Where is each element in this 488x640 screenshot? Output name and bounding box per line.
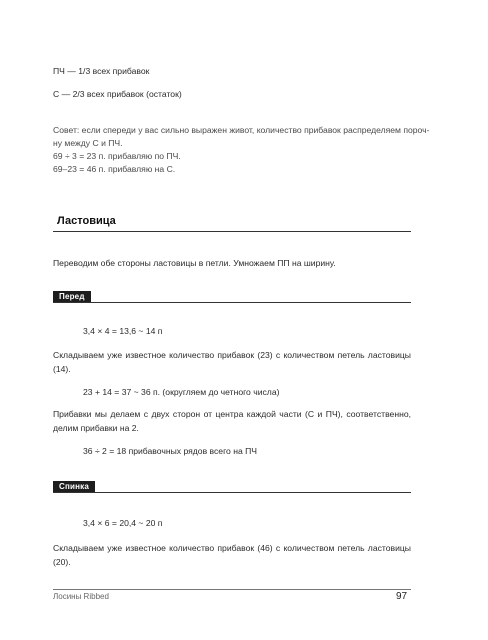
front-paragraph-2: Прибавки мы делаем с двух сторон от центра каждой части (С и ПЧ), соответственно, делим прибавки на 2. — [53, 409, 411, 433]
back-divider — [53, 492, 411, 493]
front-formula-1: 3,4 × 4 = 13,6 ~ 14 п — [83, 326, 163, 336]
footer-title: Лосины Ribbed — [53, 592, 109, 601]
tip-line-1: Совет: если спереди у вас сильно выражен живот, количество прибавок распределяем пороч- — [53, 125, 430, 135]
tip-line-2: ну между С и ПЧ. — [53, 138, 123, 148]
tip-line-3: 69 ÷ 3 = 23 п. прибавляю по ПЧ. — [53, 151, 181, 161]
pch-line: ПЧ — 1/3 всех прибавок — [53, 66, 150, 76]
front-tag: Перед — [53, 291, 91, 302]
page-number: 97 — [396, 591, 408, 602]
front-formula-3: 36 ÷ 2 = 18 прибавочных рядов всего на ПЧ — [83, 446, 258, 456]
s-line: С — 2/3 всех прибавок (остаток) — [53, 89, 182, 99]
back-paragraph-1: Складываем уже известное количество прибавок (46) с количеством петель ластовицы (20). — [53, 543, 411, 567]
back-tag: Спинка — [53, 481, 95, 492]
tip-line-4: 69–23 = 46 п. прибавляю на С. — [53, 164, 176, 174]
back-formula-1: 3,4 × 6 = 20,4 ~ 20 п — [83, 518, 163, 528]
section-title: Ластовица — [57, 215, 116, 227]
section-divider — [53, 231, 411, 232]
section-intro: Переводим обе стороны ластовицы в петли. Умножаем ПП на ширину. — [53, 258, 336, 268]
front-formula-2: 23 + 14 = 37 ~ 36 п. (округляем до четного числа) — [83, 387, 280, 397]
footer-divider — [53, 589, 411, 590]
front-divider — [53, 302, 411, 303]
front-paragraph-1: Складываем уже известное количество прибавок (23) с количеством петель ластовицы (14). — [53, 350, 411, 374]
